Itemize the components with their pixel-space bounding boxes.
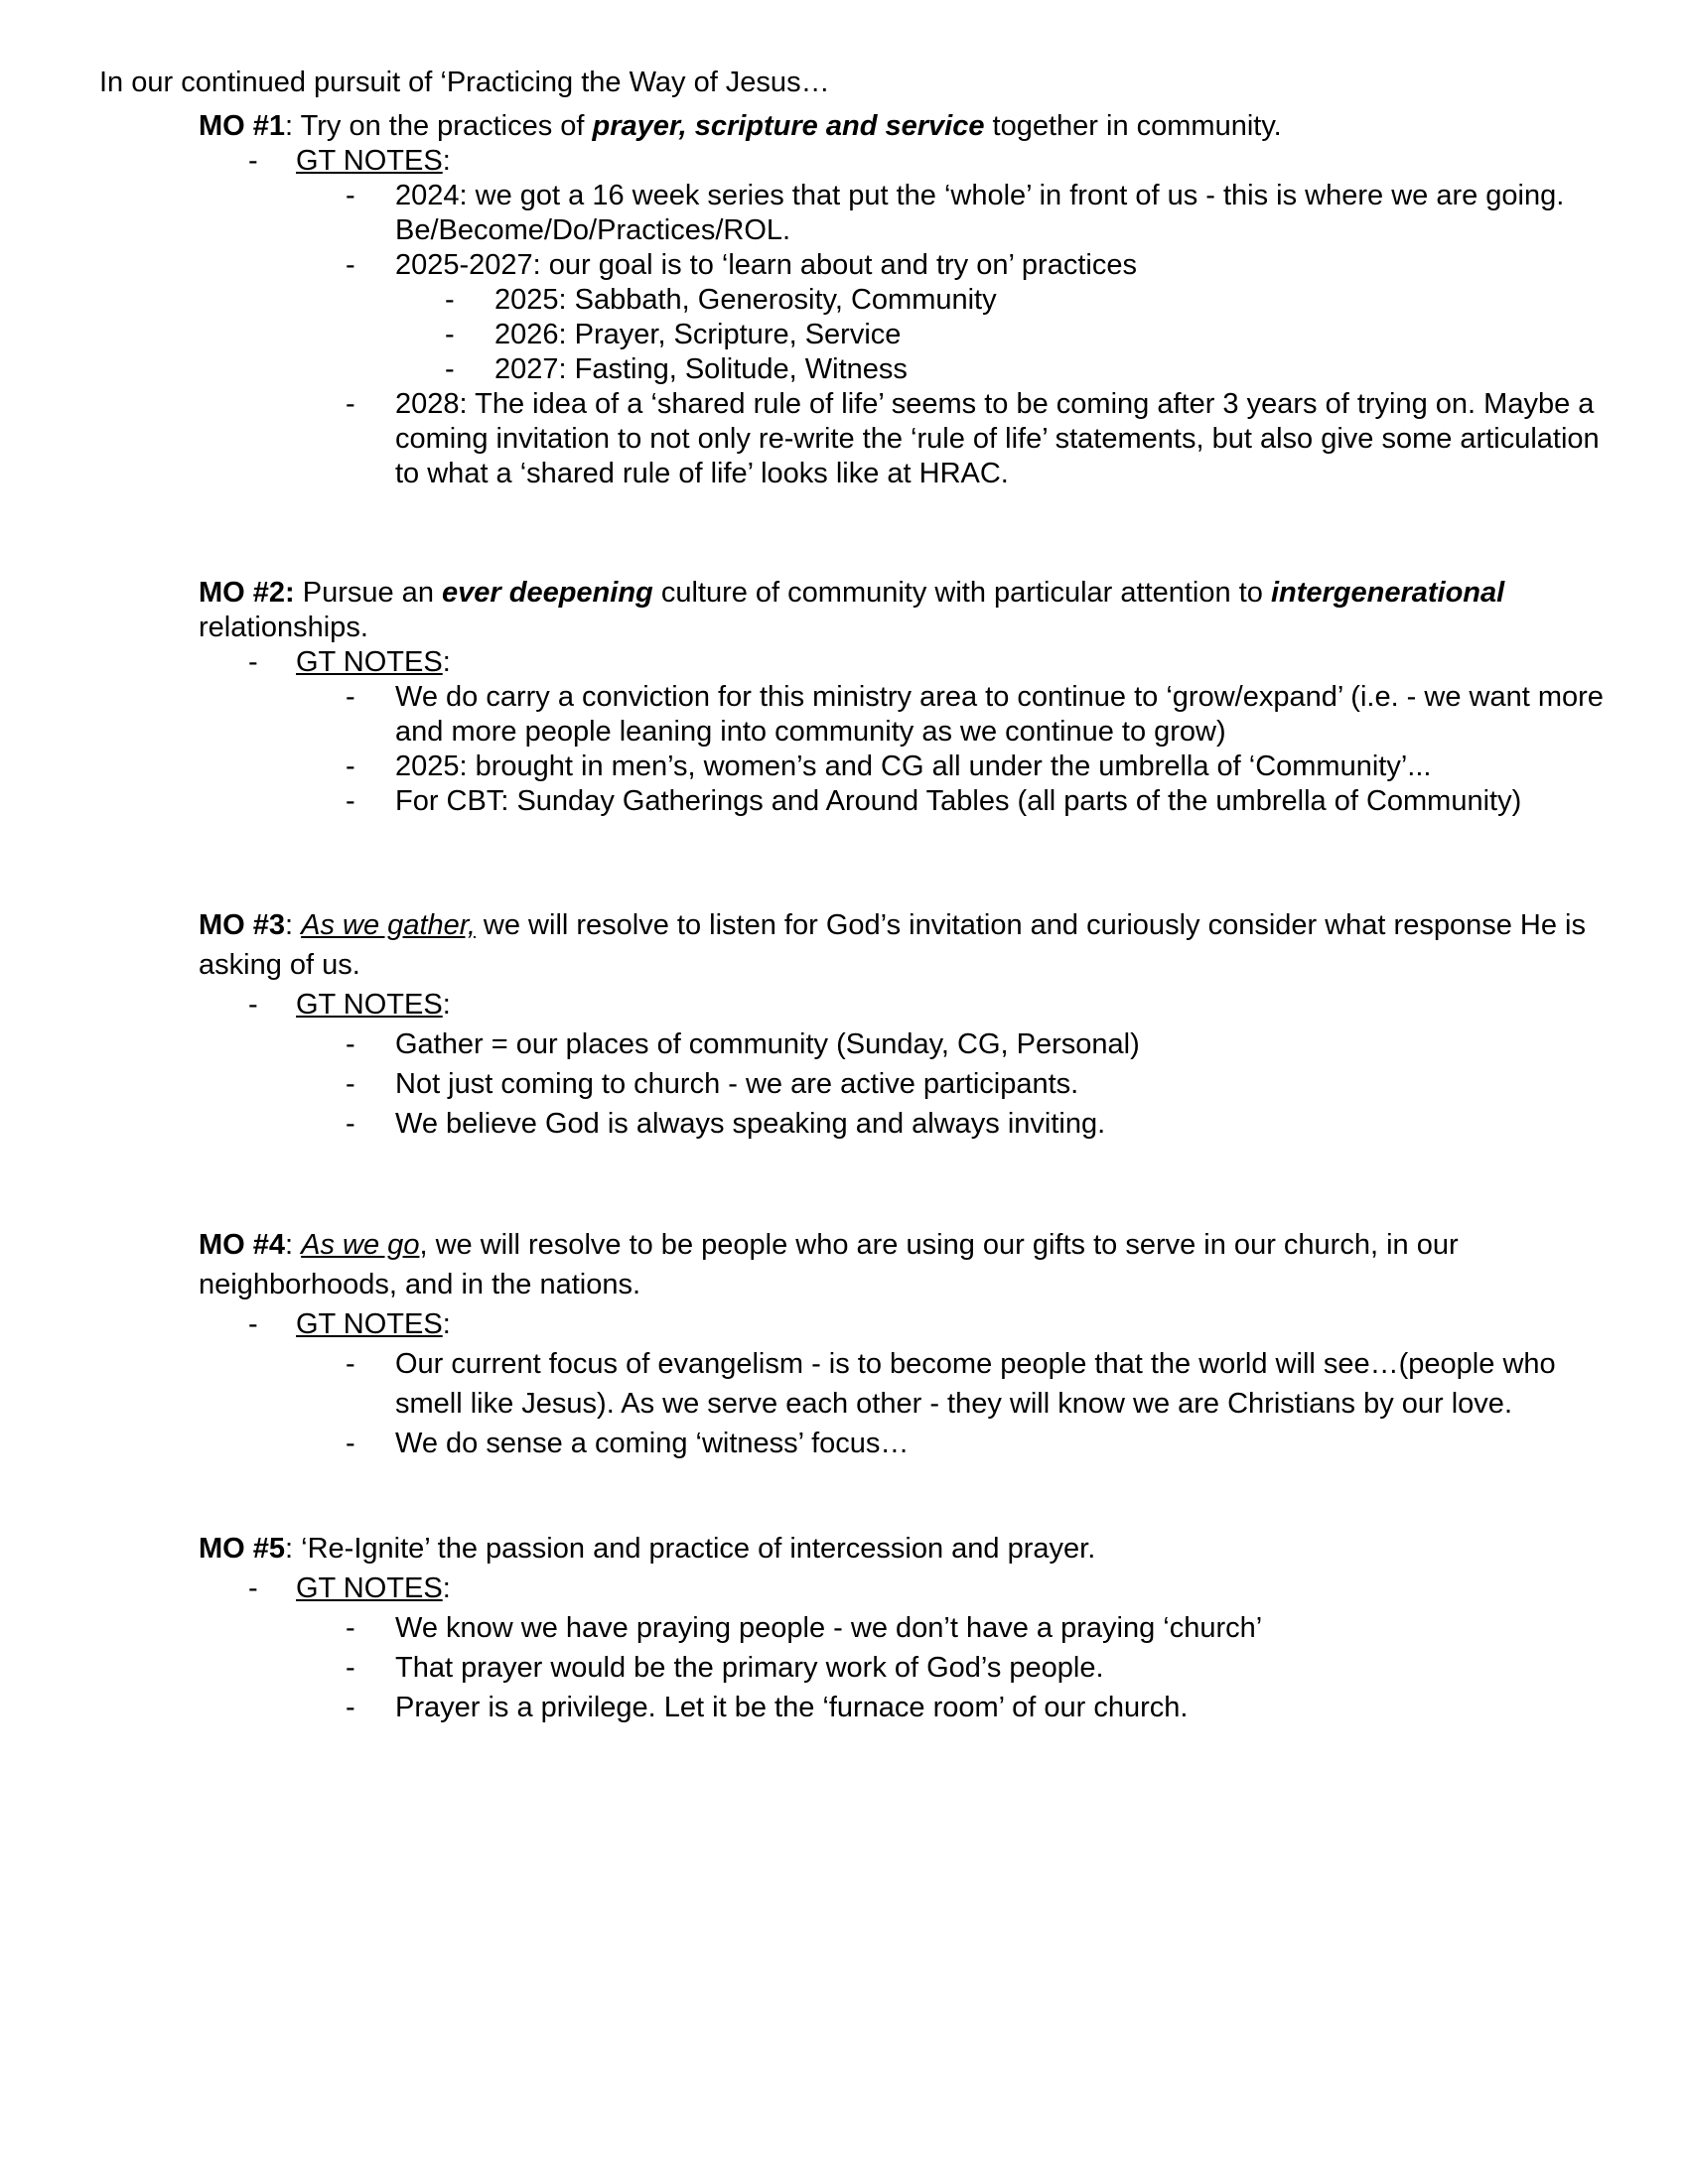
notes-colon: : — [442, 145, 451, 177]
mo-1-item-text: 2028: The idea of a ‘shared rule of life’ seems to be coming after 3 years of trying on. Maybe a coming invitation to not only re-write the ‘rule of life’ statements, but also give some articulation to what a ‘shared rule of life’ looks like at HRAC. — [395, 388, 1600, 489]
list-item: - 2025: Sabbath, Generosity, Community — [395, 283, 1609, 318]
mo-2-emphasis-a: ever deepening — [442, 577, 653, 609]
intro-line: In our continued pursuit of ‘Practicing the Way of Jesus… — [99, 67, 830, 98]
mo-3-label: MO #3 — [199, 909, 286, 941]
list-item: - 2025: brought in men’s, women’s and CG all under the umbrella of ‘Community’... — [296, 750, 1609, 784]
list-item: - Gather = our places of community (Sunday, CG, Personal) — [296, 1024, 1609, 1064]
mo-2-emphasis-b: intergenerational — [1270, 577, 1505, 609]
mo-1-text-a: : Try on the practices of — [285, 110, 593, 142]
list-item: - For CBT: Sunday Gatherings and Around Tables (all parts of the umbrella of Community) — [296, 784, 1609, 819]
list-item: - That prayer would be the primary work of God’s people. — [296, 1648, 1609, 1688]
mo-1-text-b: together in community. — [984, 110, 1282, 142]
mo-4-emphasis: As we go — [301, 1229, 420, 1261]
mo-1-sub-items — [395, 283, 1609, 387]
mo-5-item-text: Prayer is a privilege. Let it be the ‘furnace room’ of our church. — [395, 1692, 1189, 1723]
notes-colon: : — [442, 1308, 451, 1340]
mo-3-notes-list — [199, 985, 1609, 1144]
list-item: - 2025-2027: our goal is to ‘learn about and try on’ practices - 2025: Sabbath, Generosity, Community - 2026: Prayer, Scripture, Service - 2027: Fasting, Solitude, Witness — [296, 248, 1609, 387]
mo-2-notes-list — [199, 645, 1609, 819]
notes-colon: : — [442, 1572, 451, 1604]
mo-3-item-text: Not just coming to church - we are active participants. — [395, 1068, 1079, 1100]
mo-2-heading — [199, 576, 1609, 645]
mo-1-heading — [199, 109, 1609, 144]
mo-4-items — [296, 1344, 1609, 1463]
mo-2-text-c: relationships. — [199, 612, 368, 643]
mo-2-items — [296, 680, 1609, 819]
mo-5-notes-list — [199, 1569, 1609, 1727]
mo-1-notes-list — [199, 144, 1609, 491]
mo-4-text-a: : — [285, 1229, 302, 1261]
mo-2-item-text: 2025: brought in men’s, women’s and CG all under the umbrella of ‘Community’... — [395, 751, 1432, 782]
mo-4-section — [199, 1225, 1609, 1463]
mo-5-section — [199, 1529, 1609, 1727]
list-item: - Our current focus of evangelism - is to become people that the world will see…(people who smell like Jesus). As we serve each other - they will know we are Christians by our love. — [296, 1344, 1609, 1424]
mo-3-notes-label: GT NOTES — [296, 989, 443, 1021]
mo-5-items — [296, 1608, 1609, 1727]
mo-4-notes-label: GT NOTES — [296, 1308, 443, 1340]
mo-2-text-a: Pursue an — [294, 577, 443, 609]
notes-colon: : — [442, 989, 451, 1021]
mo-1-item-text: 2025-2027: our goal is to ‘learn about and try on’ practices — [395, 249, 1137, 281]
mo-5-notes-label: GT NOTES — [296, 1572, 443, 1604]
mo-1-subitem-text: 2026: Prayer, Scripture, Service — [494, 319, 902, 350]
mo-4-notes-list — [199, 1304, 1609, 1463]
mo-5-item-text: That prayer would be the primary work of God’s people. — [395, 1652, 1104, 1684]
mo-5-heading — [199, 1529, 1609, 1569]
mo-4-label: MO #4 — [199, 1229, 286, 1261]
list-item: - We do sense a coming ‘witness’ focus… — [296, 1424, 1609, 1463]
mo-4-heading — [199, 1225, 1609, 1304]
mo-2-text-b: culture of community with particular attention to — [652, 577, 1271, 609]
mo-1-emphasis: prayer, scripture and service — [592, 110, 985, 142]
mo-1-subitem-text: 2027: Fasting, Solitude, Witness — [494, 353, 908, 385]
mo-2-notes-item: - GT NOTES: - We do carry a conviction for this ministry area to continue to ‘grow/expand’ (i.e. - we want more and more people leaning into community as we continue to grow) - 2025: brought in men’s, women’s and CG all under the umbrella of ‘Community’... - For CBT: Sunday Gatherings and Around Tables (all parts of the umbrella of Community) — [199, 645, 1609, 819]
mo-1-item-text: 2024: we got a 16 week series that put the ‘whole’ in front of us - this is where we are going. Be/Become/Do/Practices/ROL. — [395, 180, 1565, 246]
mo-1-notes-label: GT NOTES — [296, 145, 443, 177]
mo-3-emphasis: As we gather, — [301, 909, 476, 941]
list-item: - We believe God is always speaking and always inviting. — [296, 1104, 1609, 1144]
mo-5-item-text: We know we have praying people - we don’t have a praying ‘church’ — [395, 1612, 1263, 1644]
mo-2-section — [199, 576, 1609, 819]
mo-4-text-b: , we will resolve to be people who are using our gifts to serve in our church, in our neighborhoods, and in the nations. — [199, 1229, 1459, 1300]
mo-3-items — [296, 1024, 1609, 1144]
list-item: - Prayer is a privilege. Let it be the ‘furnace room’ of our church. — [296, 1688, 1609, 1727]
list-item: - 2028: The idea of a ‘shared rule of life’ seems to be coming after 3 years of trying on. Maybe a coming invitation to not only re-write the ‘rule of life’ statements, but also give some articulation to what a ‘shared rule of life’ looks like at HRAC. — [296, 387, 1609, 491]
mo-4-item-text: We do sense a coming ‘witness’ focus… — [395, 1428, 910, 1459]
mo-4-item-text: Our current focus of evangelism - is to become people that the world will see…(people who smell like Jesus). As we serve each other - they will know we are Christians by our love. — [395, 1348, 1556, 1420]
mo-3-text-b: we will resolve to listen for God’s invitation and curiously consider what response He is asking of us. — [199, 909, 1586, 981]
list-item: - 2026: Prayer, Scripture, Service — [395, 318, 1609, 352]
list-item: - 2027: Fasting, Solitude, Witness — [395, 352, 1609, 387]
mo-3-section — [199, 905, 1609, 1144]
mo-2-item-text: We do carry a conviction for this ministry area to continue to ‘grow/expand’ (i.e. - we want more and more people leaning into community as we continue to grow) — [395, 681, 1604, 748]
list-item: - Not just coming to church - we are active participants. — [296, 1064, 1609, 1104]
mo-3-notes-item: - GT NOTES: - Gather = our places of community (Sunday, CG, Personal) - Not just coming to church - we are active participants. - We believe God is always speaking and always inviting. — [199, 985, 1609, 1144]
mo-3-item-text: We believe God is always speaking and always inviting. — [395, 1108, 1106, 1140]
list-item: - We know we have praying people - we don’t have a praying ‘church’ — [296, 1608, 1609, 1648]
mo-1-notes-item: - GT NOTES: - 2024: we got a 16 week series that put the ‘whole’ in front of us - this is where we are going. Be/Become/Do/Practices/ROL. - 2025-2027: our goal is to ‘learn about and try on’ practices - 2025: Sabbath, Generosity, Community - 2026: Prayer, Scripture, Service - 2027: Fasting, Solitude, Witness - 2028: The idea of a ‘shared rule of life’ seems to be coming after 3 years of trying on. Maybe a coming invitation to not only re-write the ‘rule of life’ statements, but also give some articulation to what a ‘shared rule of life’ looks like at HRAC. — [199, 144, 1609, 491]
list-item: - 2024: we got a 16 week series that put the ‘whole’ in front of us - this is where we are going. Be/Become/Do/Practices/ROL. — [296, 179, 1609, 248]
mo-3-text-a: : — [285, 909, 302, 941]
mo-5-text-a: : ‘Re-Ignite’ the passion and practice of intercession and prayer. — [285, 1533, 1096, 1565]
mo-1-subitem-text: 2025: Sabbath, Generosity, Community — [494, 284, 997, 316]
mo-1-items — [296, 179, 1609, 491]
mo-2-label: MO #2: — [199, 577, 295, 609]
mo-4-notes-item: - GT NOTES: - Our current focus of evangelism - is to become people that the world will see…(people who smell like Jesus). As we serve each other - they will know we are Christians by our love. - We do sense a coming ‘witness’ focus… — [199, 1304, 1609, 1463]
mo-5-notes-item: - GT NOTES: - We know we have praying people - we don’t have a praying ‘church’ - That prayer would be the primary work of God’s people. - Prayer is a privilege. Let it be the ‘furnace room’ of our church. — [199, 1569, 1609, 1727]
mo-2-notes-label: GT NOTES — [296, 646, 443, 678]
mo-1-section — [199, 109, 1609, 491]
mo-3-item-text: Gather = our places of community (Sunday, CG, Personal) — [395, 1028, 1140, 1060]
mo-1-label: MO #1 — [199, 110, 286, 142]
mo-2-item-text: For CBT: Sunday Gatherings and Around Tables (all parts of the umbrella of Community) — [395, 785, 1522, 817]
mo-3-heading — [199, 905, 1609, 985]
notes-colon: : — [442, 646, 451, 678]
mo-5-label: MO #5 — [199, 1533, 286, 1565]
list-item: - We do carry a conviction for this ministry area to continue to ‘grow/expand’ (i.e. - we want more and more people leaning into community as we continue to grow) — [296, 680, 1609, 750]
